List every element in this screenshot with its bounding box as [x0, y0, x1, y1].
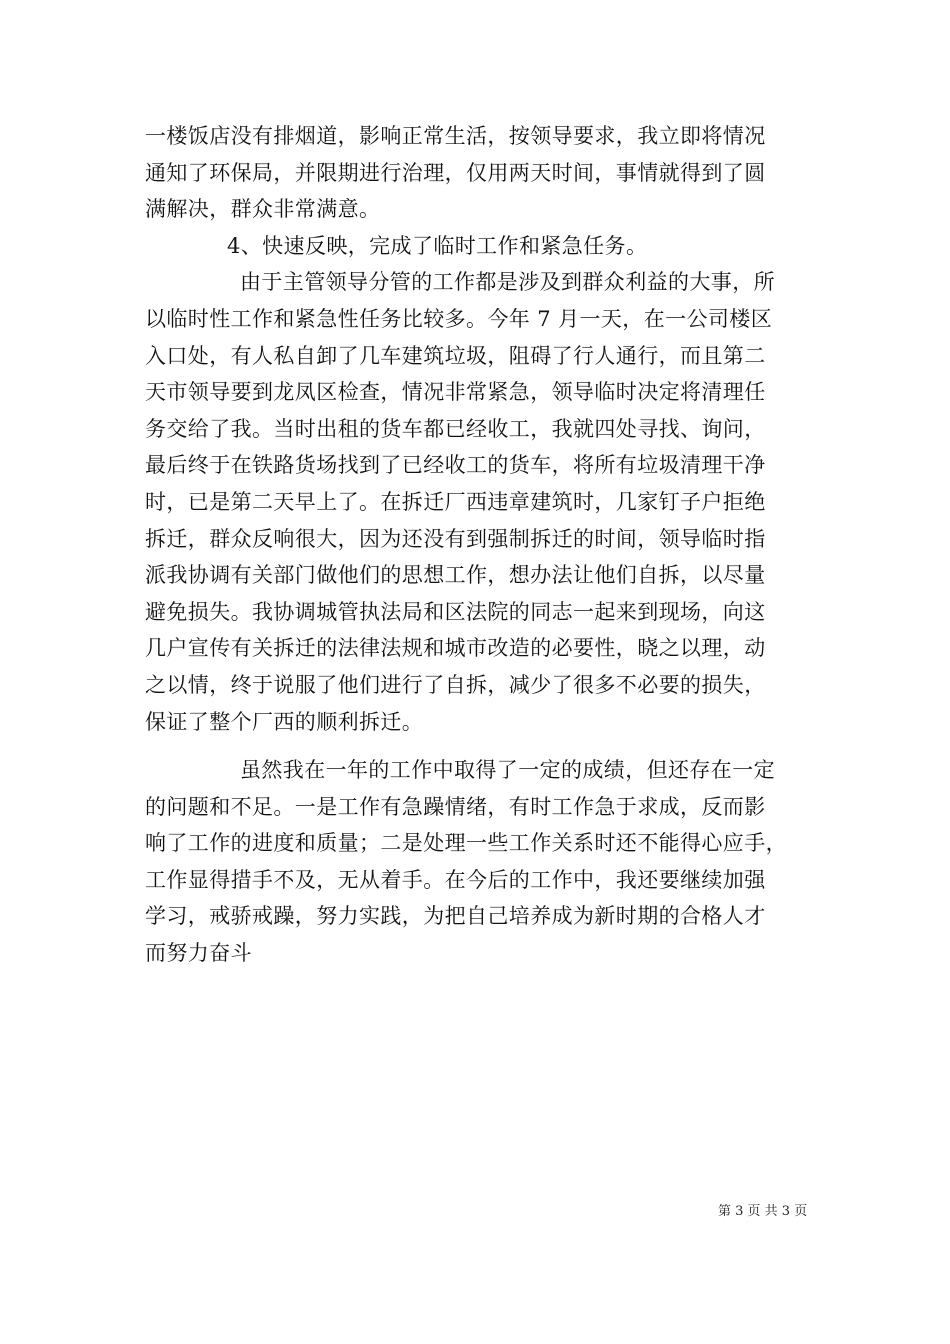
text-line: 的问题和不足。一是工作有急躁情绪，有时工作急于求成，反而影 [145, 794, 766, 819]
paragraph-first-line: 虽然我在一年的工作中取得了一定的成绩，但还存在一定 [240, 758, 775, 783]
text-line: 工作显得措手不及，无从着手。在今后的工作中，我还要继续加强 [145, 867, 766, 892]
paragraph-gap [145, 740, 810, 752]
text-line: 避免损失。我协调城管执法局和区法院的同志一起来到现场，向这 [145, 599, 766, 624]
text-line: 响了工作的进度和质量；二是处理一些工作关系时还不能得心应手， [145, 831, 787, 856]
page-number-footer: 第 3 页 共 3 页 [718, 1204, 808, 1219]
text-line: 派我协调有关部门做他们的思想工作，想办法让他们自拆，以尽量 [145, 563, 766, 588]
text-line: 学习，戒骄戒躁，努力实践，为把自己培养成为新时期的合格人才 [145, 904, 766, 929]
paragraph-first-line: 由于主管领导分管的工作都是涉及到群众利益的大事，所 [240, 270, 775, 295]
text-line: 最后终于在铁路货场找到了已经收工的货车，将所有垃圾清理干净 [145, 453, 766, 478]
text-line: 保证了整个厂西的顺利拆迁。 [145, 709, 424, 734]
text-line: 天市领导要到龙凤区检查，情况非常紧急，领导临时决定将清理任 [145, 380, 766, 405]
text-line: 时，已是第二天早上了。在拆迁厂西违章建筑时，几家钉子户拒绝 [145, 489, 766, 514]
text-line: 一楼饭店没有排烟道，影响正常生活，按领导要求，我立即将情况 [145, 124, 766, 148]
text-line: 拆迁，群众反响很大，因为还没有到强制拆迁的时间，领导临时指 [145, 526, 766, 551]
text-line: 几户宣传有关拆迁的法律法规和城市改造的必要性，晓之以理，动 [145, 636, 766, 661]
body-text [145, 118, 810, 972]
text-line: 之以情，终于说服了他们进行了自拆，减少了很多不必要的损失， [145, 672, 766, 697]
text-line: 通知了环保局，并限期进行治理，仅用两天时间，事情就得到了圆 [145, 160, 766, 185]
list-heading-line: 4、快速反映，完成了临时工作和紧急任务。 [227, 233, 648, 258]
text-line: 而努力奋斗 [145, 941, 252, 966]
text-line: 务交给了我。当时出租的货车都已经收工，我就四处寻找、询问， [145, 416, 766, 441]
text-line: 以临时性工作和紧急性任务比较多。今年 7 月一天，在一公司楼区 [145, 306, 773, 331]
text-line: 入口处，有人私自卸了几车建筑垃圾，阻碍了行人通行，而且第二 [145, 343, 766, 368]
text-line: 满解决，群众非常满意。 [145, 197, 381, 222]
